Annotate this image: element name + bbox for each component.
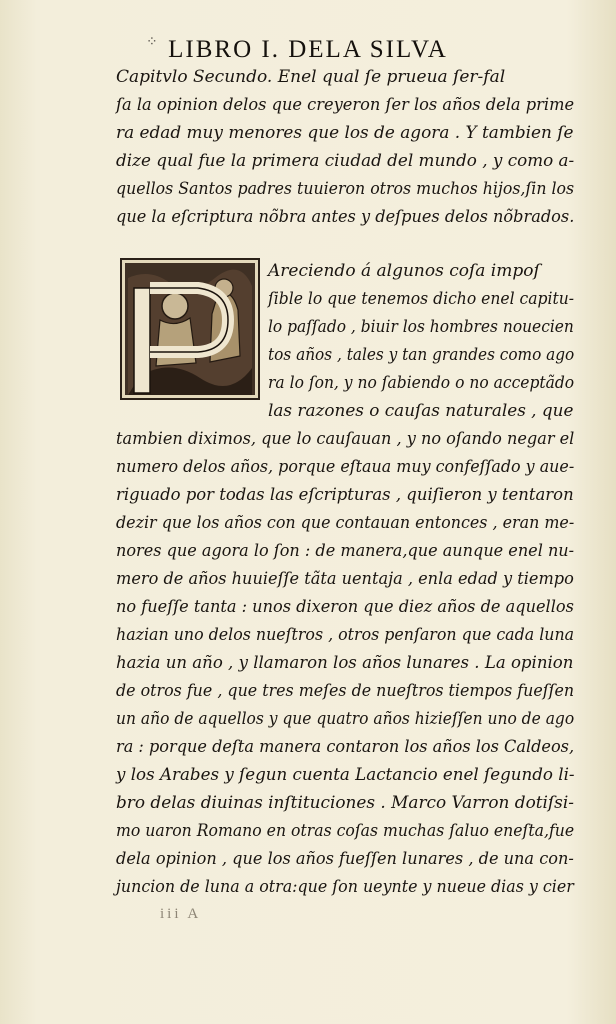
body-line: Areciendo á algunos coſa impoſ — [268, 261, 540, 281]
chapter-heading-line: ſa la opinion delos que creyeron ſer los años dela prime — [116, 95, 575, 115]
body-line: juncion de luna a otra:que ſon ueynte y nueue dias y cier — [116, 877, 574, 897]
body-line: no fueſſe tanta : unos dixeron que diez años de aquellos — [116, 597, 574, 617]
printer-mark: ⁘ — [146, 35, 160, 50]
running-head-title: LIBRO I. DELA SILVA — [168, 36, 448, 63]
body-line: dela opinion , que los años fueſſen lunares , de una con- — [116, 849, 574, 869]
running-head — [0, 36, 616, 64]
body-line: de otros fue , que tres meſes de nueſtros tiempos fueſſen — [116, 681, 575, 701]
body-line: numero delos años, porque eſtaua muy confeſſado y aue- — [116, 457, 575, 477]
chapter-heading-line: que la eſcriptura nõbra antes y deſpues delos nõbrados. — [116, 207, 575, 227]
body-line: mero de años huuieſſe tãta uentaja , enla edad y tiempo — [116, 569, 574, 589]
body-line: un año de aquellos y que quatro años hizieſſen uno de ago — [116, 709, 575, 729]
woodcut-illustration — [120, 258, 260, 400]
body-line: las razones o cauſas naturales , que — [268, 401, 574, 421]
body-line: bro delas diuinas inſtituciones . Marco Varron dotiſsi- — [116, 793, 574, 813]
body-line: dezir que los años con que contauan entonces , eran me- — [116, 513, 575, 533]
body-line: hazian uno delos nueſtros , otros penſaron que cada luna — [116, 625, 575, 645]
body-line: tambien diximos, que lo cauſauan , y no oſando negar el — [116, 429, 575, 449]
decorated-initial-letter — [120, 258, 260, 400]
chapter-heading-line: ra edad muy menores que los de agora . Y tambien ſe — [116, 123, 574, 143]
body-line: y los Arabes y ſegun cuenta Lactancio enel ſegundo li- — [116, 765, 575, 785]
body-line: tos años , tales y tan grandes como ago — [268, 345, 575, 365]
body-line: mo uaron Romano en otras coſas muchas ſaluo eneſta,fue — [116, 821, 575, 841]
chapter-heading-line: quellos Santos padres tuuieron otros muchos hijos,ſin los — [116, 179, 575, 199]
body-line: ra : porque deſta manera contaron los años los Caldeos, — [116, 737, 575, 757]
body-line: riguado por todas las eſcripturas , quiſieron y tentaron — [116, 485, 574, 505]
body-line: ra lo ſon, y no ſabiendo o no acceptãdo — [268, 373, 575, 393]
signature-mark: iii A — [160, 906, 202, 922]
body-line: hazia un año , y llamaron los años lunares . La opinion — [116, 653, 574, 673]
body-line: ſible lo que tenemos dicho enel capitu- — [268, 289, 575, 309]
chapter-heading-line: dize qual fue la primera ciudad del mundo , y como a- — [116, 151, 575, 171]
body-line: nores que agora lo ſon : de manera,que aunque enel nu- — [116, 541, 575, 561]
chapter-heading-line: Capitvlo Secundo. Enel qual ſe prueua ſer-fal — [116, 67, 506, 87]
body-line: lo paſſado , biuir los hombres nouecien — [268, 317, 574, 337]
